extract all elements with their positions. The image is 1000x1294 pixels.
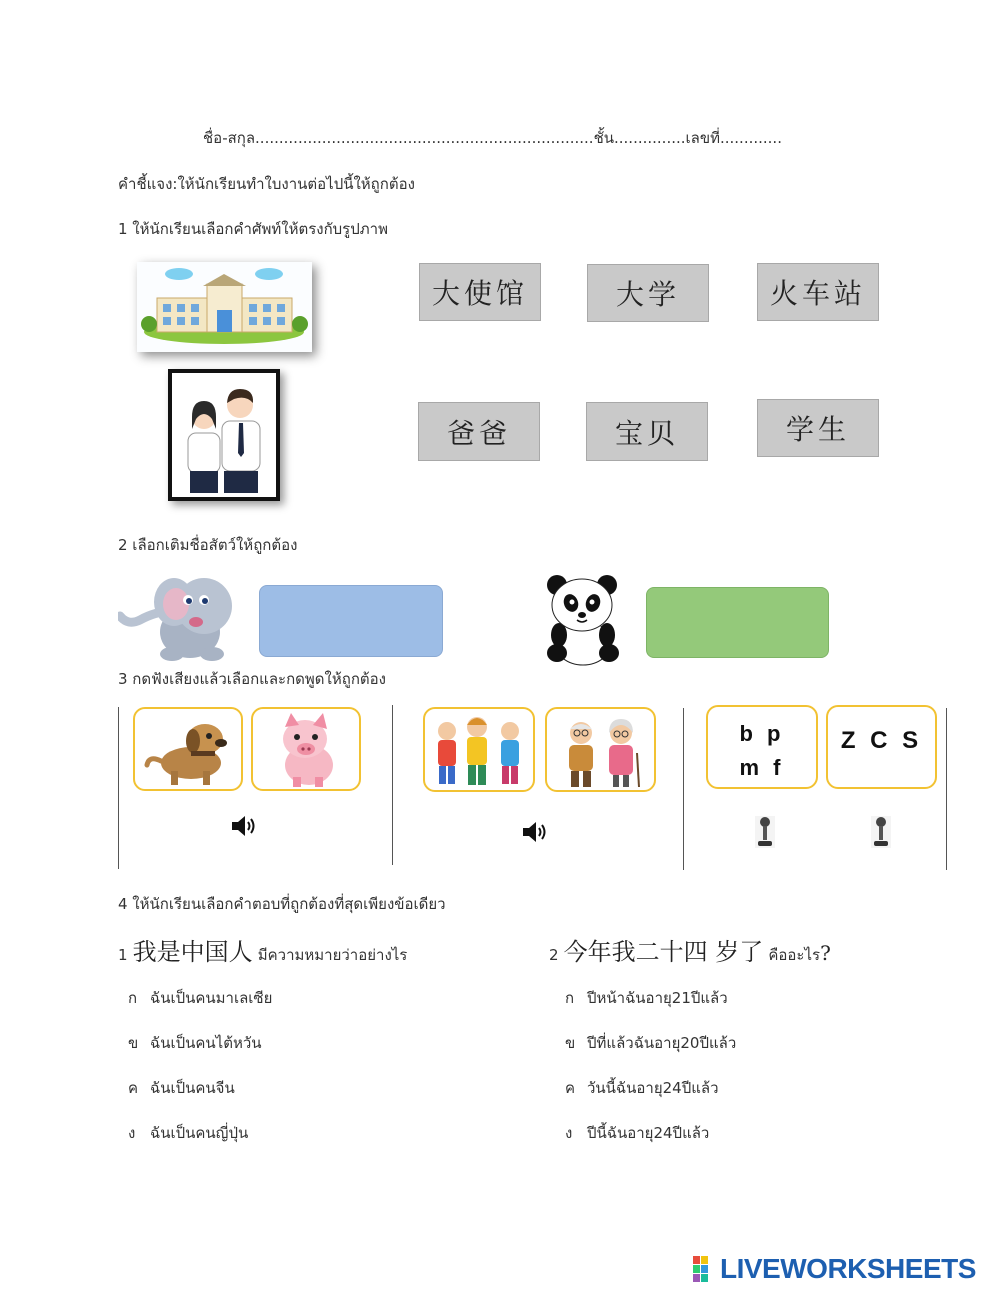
- elephant-illustration: [118, 570, 236, 662]
- section2-title: 2 เลือกเติมชื่อสัตว์ให้ถูกต้อง: [118, 536, 298, 554]
- question-1: [118, 932, 407, 967]
- children-illustration: [425, 709, 533, 790]
- q1-option-a[interactable]: [128, 986, 272, 1010]
- option-letter: ก: [128, 989, 138, 1007]
- option-text: ฉันเป็นคนไต้หวัน: [150, 1034, 262, 1052]
- word-card-baby[interactable]: 宝贝: [586, 402, 708, 461]
- option-text: ฉันเป็นคนจีน: [150, 1079, 235, 1097]
- pig-illustration: [253, 709, 359, 789]
- instruction-text: คำชี้แจง:ให้นักเรียนทำใบงานต่อไปนี้ให้ถูกต้อง: [118, 175, 415, 193]
- initials-card-zcs[interactable]: [826, 705, 937, 789]
- section1-title: 1 ให้นักเรียนเลือกคำศัพท์ให้ตรงกับรูปภาพ: [118, 220, 388, 238]
- speaker-icon[interactable]: [230, 814, 258, 838]
- microphone-icon[interactable]: [752, 814, 778, 850]
- pig-card[interactable]: [251, 707, 361, 791]
- elephant-name-answer-box[interactable]: [259, 585, 443, 657]
- initials-card-bpmf[interactable]: [706, 705, 818, 789]
- question-2-mark: ?: [820, 941, 831, 965]
- word-card-father[interactable]: 爸爸: [418, 402, 540, 461]
- microphone-icon-graphic: [868, 814, 894, 850]
- section3-title: 3 กดฟังเสียงแล้วเลือกและกดพูดให้ถูกต้อง: [118, 670, 386, 688]
- question-2-thai: คืออะไร: [768, 946, 821, 964]
- children-card[interactable]: [423, 707, 535, 792]
- divider-line: [683, 708, 684, 870]
- grandparents-card[interactable]: [545, 707, 656, 792]
- option-letter: ง: [565, 1124, 573, 1142]
- liveworksheets-logo: [693, 1253, 976, 1285]
- students-image: [168, 369, 280, 501]
- speaker-icon-graphic: [521, 820, 549, 844]
- q2-option-a[interactable]: [565, 986, 728, 1010]
- divider-line: [118, 707, 119, 869]
- q2-option-c[interactable]: [565, 1076, 719, 1100]
- section4-title: 4 ให้นักเรียนเลือกคำตอบที่ถูกต้องที่สุดเพียงข้อเดียว: [118, 895, 446, 913]
- initials-text-mf: m f: [739, 755, 785, 780]
- panda-illustration: [543, 573, 621, 667]
- option-letter: ค: [565, 1079, 576, 1097]
- option-text: ฉันเป็นคนญี่ปุ่น: [150, 1124, 249, 1142]
- panda-image: [543, 573, 621, 667]
- option-text: ฉันเป็นคนมาเลเซีย: [150, 989, 273, 1007]
- elephant-image: [118, 570, 236, 662]
- option-letter: ค: [128, 1079, 139, 1097]
- word-card-student[interactable]: 学生: [757, 399, 879, 457]
- panda-name-answer-box[interactable]: [646, 587, 829, 658]
- divider-line: [392, 705, 393, 865]
- option-text: ปีที่แล้วฉันอายุ20ปีแล้ว: [587, 1034, 737, 1052]
- dog-illustration: [135, 709, 241, 789]
- school-image: [137, 262, 312, 352]
- option-letter: ก: [565, 989, 575, 1007]
- students-illustration: [172, 373, 276, 497]
- microphone-icon-graphic: [752, 814, 778, 850]
- q1-option-c[interactable]: [128, 1076, 235, 1100]
- name-line: ชื่อ-สกุล.......................................................................ชั้น...............เลขที่.............: [203, 129, 782, 147]
- logo-mark-icon: [693, 1256, 717, 1282]
- question-2-number: 2: [549, 946, 559, 964]
- option-letter: ง: [128, 1124, 136, 1142]
- option-text: วันนี้ฉันอายุ24ปีแล้ว: [587, 1079, 719, 1097]
- speaker-icon-graphic: [230, 814, 258, 838]
- question-1-number: 1: [118, 946, 128, 964]
- initials-text-zcs: Z C S: [840, 727, 923, 754]
- q1-option-b[interactable]: [128, 1031, 262, 1055]
- question-2-chinese: 今年我二十四 岁了: [563, 938, 764, 966]
- grandparents-illustration: [547, 709, 654, 790]
- q2-option-b[interactable]: [565, 1031, 736, 1055]
- word-card-university[interactable]: 大学: [587, 264, 709, 322]
- option-letter: ข: [565, 1034, 576, 1052]
- question-1-chinese: 我是中国人: [132, 938, 253, 966]
- divider-line: [946, 708, 947, 870]
- school-illustration: [137, 262, 312, 352]
- initials-text-bp: b p: [739, 721, 785, 746]
- speaker-icon[interactable]: [521, 820, 549, 844]
- q1-option-d[interactable]: [128, 1121, 248, 1145]
- q2-option-d[interactable]: [565, 1121, 709, 1145]
- word-card-train-station[interactable]: 火车站: [757, 263, 879, 321]
- question-1-thai: มีความหมายว่าอย่างไร: [257, 946, 408, 964]
- microphone-icon[interactable]: [868, 814, 894, 850]
- word-card-embassy[interactable]: 大使馆: [419, 263, 541, 321]
- option-letter: ข: [128, 1034, 139, 1052]
- question-2: [549, 932, 831, 967]
- logo-text: LIVEWORKSHEETS: [720, 1253, 976, 1284]
- option-text: ปีนี้ฉันอายุ24ปีแล้ว: [587, 1124, 710, 1142]
- dog-card[interactable]: [133, 707, 243, 791]
- option-text: ปีหน้าฉันอายุ21ปีแล้ว: [587, 989, 728, 1007]
